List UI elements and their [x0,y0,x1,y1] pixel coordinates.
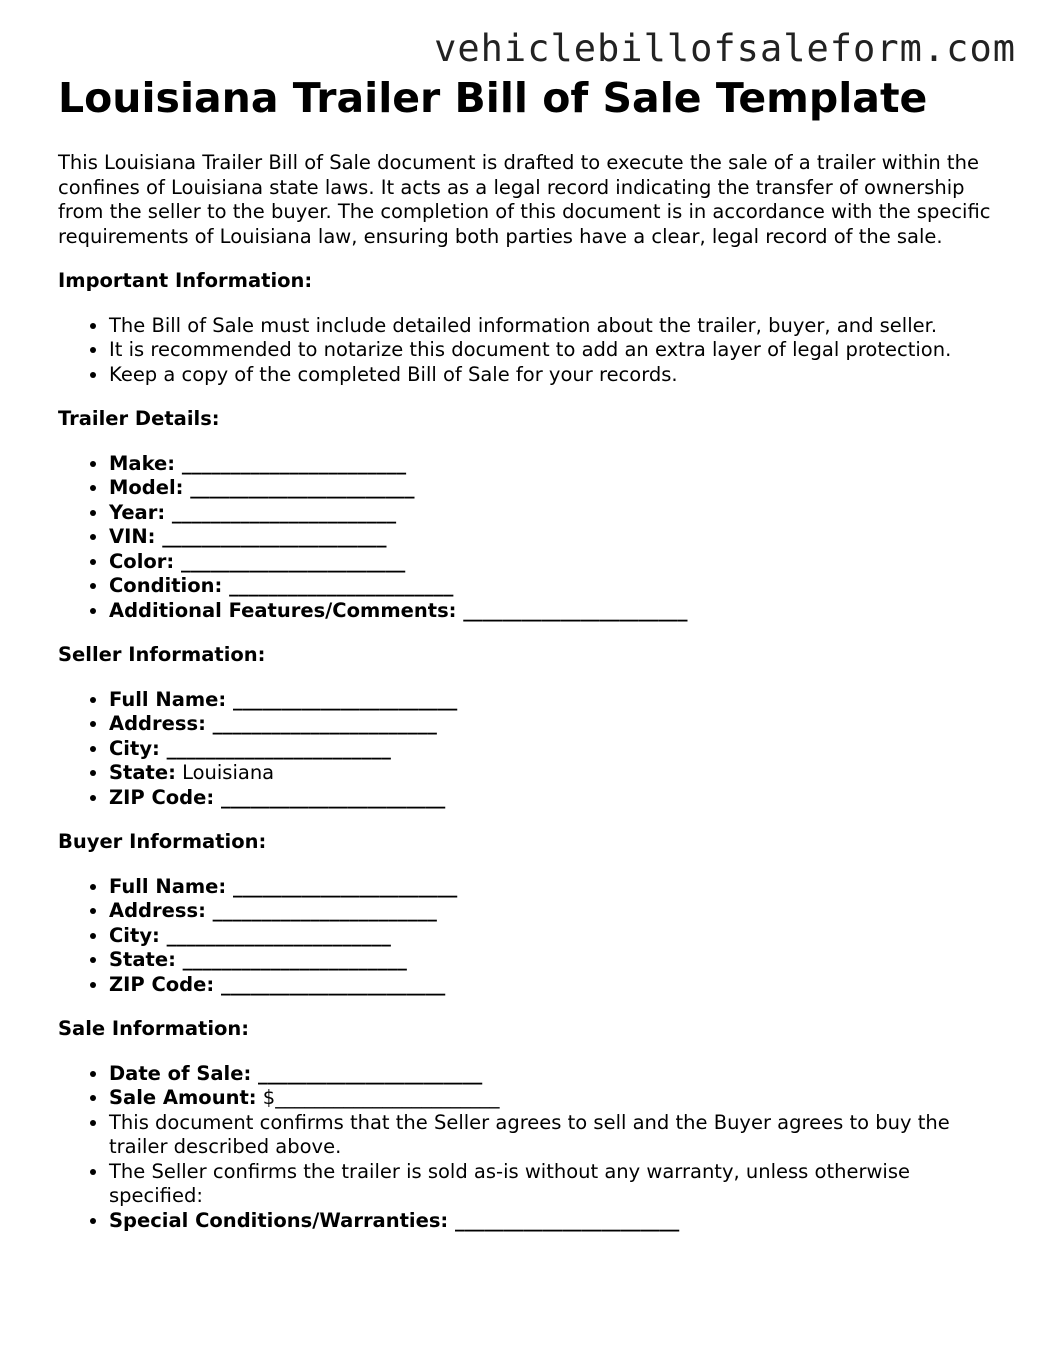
field-label: Sale Amount: [109,1086,257,1110]
field-buyer-full-name [109,875,998,900]
field-seller-full-name [109,688,998,713]
list-item: • The Bill of Sale must include detailed information about the trailer, buyer, and seller. [109,314,998,339]
field-value: _______________________ [155,525,387,549]
field-date-of-sale [109,1062,998,1087]
field-value: _______________________ [175,451,407,475]
field-label: ZIP Code: [109,972,215,996]
sale-heading: Sale Information: [58,1017,250,1041]
field-label: Additional Features/Comments: [109,598,457,622]
field-condition [109,574,998,599]
sale-list [58,1062,998,1234]
field-buyer-address [109,899,998,924]
important-list [58,314,998,388]
field-label: State: [109,948,176,972]
field-value: _______________________ [222,574,454,598]
field-value: _______________________ [448,1208,680,1232]
field-value: _______________________ [226,687,458,711]
field-value: _______________________ [456,598,688,622]
field-value: $_______________________ [256,1086,500,1110]
field-label: Full Name: [109,874,227,898]
field-value: _______________________ [159,923,391,947]
list-item: • The Seller confirms the trailer is sold as-is without any warranty, unless otherwise specified: [109,1160,998,1209]
field-year [109,501,998,526]
field-label: Condition: [109,574,223,598]
field-value: _______________________ [205,899,437,923]
field-label: State: [109,761,176,785]
field-label: Special Conditions/Warranties: [109,1208,449,1232]
field-special-conditions [109,1209,998,1234]
field-sale-amount [109,1086,998,1111]
field-seller-zip [109,786,998,811]
field-value: _______________________ [214,785,446,809]
field-label: VIN: [109,525,156,549]
field-buyer-city [109,924,998,949]
watermark: vehiclebillofsaleform.com [434,27,1016,70]
field-value: _______________________ [183,476,415,500]
field-value: Louisiana [175,761,275,785]
field-model [109,476,998,501]
field-value: _______________________ [174,549,406,573]
list-item: • Keep a copy of the completed Bill of Sale for your records. [109,363,998,388]
seller-heading: Seller Information: [58,643,266,667]
field-vin [109,525,998,550]
field-buyer-zip [109,973,998,998]
field-label: Address: [109,712,206,736]
field-value: _______________________ [159,736,391,760]
field-label: Color: [109,549,175,573]
field-label: Date of Sale: [109,1061,252,1085]
field-make [109,452,998,477]
field-value: _______________________ [251,1061,483,1085]
list-item: • It is recommended to notarize this document to add an extra layer of legal protection. [109,338,998,363]
important-heading: Important Information: [58,269,313,293]
field-additional-features [109,599,998,624]
field-label: City: [109,736,160,760]
field-buyer-state [109,948,998,973]
field-label: ZIP Code: [109,785,215,809]
field-label: Model: [109,476,184,500]
seller-list [58,688,998,811]
field-value: _______________________ [214,972,446,996]
list-item: • This document confirms that the Seller agrees to sell and the Buyer agrees to buy the trailer described above. [109,1111,998,1160]
field-value: _______________________ [165,500,397,524]
field-seller-state [109,761,998,786]
buyer-heading: Buyer Information: [58,830,267,854]
field-value: _______________________ [175,948,407,972]
field-label: Make: [109,451,176,475]
field-value: _______________________ [205,712,437,736]
buyer-list [58,875,998,998]
document-title: Louisiana Trailer Bill of Sale Template [58,74,928,122]
field-label: Address: [109,899,206,923]
document [58,76,998,1233]
field-label: City: [109,923,160,947]
field-label: Year: [109,500,166,524]
trailer-heading: Trailer Details: [58,407,220,431]
field-seller-city [109,737,998,762]
field-color [109,550,998,575]
field-value: _______________________ [226,874,458,898]
trailer-list [58,452,998,624]
field-seller-address [109,712,998,737]
field-label: Full Name: [109,687,227,711]
intro-paragraph: This Louisiana Trailer Bill of Sale document is drafted to execute the sale of a trailer within the confines of Louisiana state laws. It acts as a legal record indicating the transfer of ownership from the seller to the buyer. The completion of this document is in accordance with the specific requirements of Louisiana law, ensuring both parties have a clear, legal record of the sale. [58,151,991,248]
